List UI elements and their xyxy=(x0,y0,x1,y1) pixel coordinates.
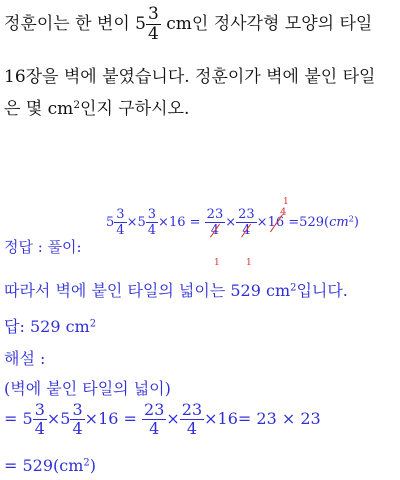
count: 16 xyxy=(168,215,186,230)
unit: cm xyxy=(329,215,349,230)
numerator: 3 xyxy=(116,207,125,222)
exponent: 2 xyxy=(83,457,90,469)
explanation-row-2 xyxy=(4,456,96,475)
fraction xyxy=(70,402,84,437)
conclusion-text: 따라서 벽에 붙인 타일의 넓이는 529 xyxy=(4,281,266,300)
numerator: 3 xyxy=(34,400,45,419)
problem-text: 은 몇 xyxy=(4,99,48,119)
numerator: 3 xyxy=(147,207,157,222)
fraction xyxy=(142,402,166,437)
denominator: 4 xyxy=(147,223,157,238)
count: 16 xyxy=(217,409,238,428)
fraction xyxy=(205,208,226,237)
mixed-whole: 5 xyxy=(135,14,146,34)
fraction xyxy=(33,402,47,437)
problem-text: 인지 구하시오. xyxy=(80,99,190,119)
mixed-whole: 5 xyxy=(137,215,146,230)
equals-sign: = xyxy=(4,409,23,428)
times-sign: × xyxy=(256,215,268,230)
numerator: 23 xyxy=(238,207,255,222)
fraction xyxy=(236,208,257,237)
answer-label: 답: xyxy=(4,317,25,336)
answer-label: 정답 : 풀이: xyxy=(4,238,82,256)
explanation-row-1 xyxy=(4,402,321,437)
numerator: 3 xyxy=(72,400,83,419)
fraction xyxy=(180,402,204,437)
explanation-subject: (벽에 붙인 타일의 넓이) xyxy=(4,379,171,398)
mixed-whole: 5 xyxy=(60,409,71,428)
times-sign: × xyxy=(166,409,180,428)
equals-sign: = xyxy=(189,215,201,230)
denominator: 4 xyxy=(149,419,160,438)
problem-text: 정훈이는 한 변이 xyxy=(4,14,136,34)
answer-value: 529 xyxy=(29,317,66,336)
conclusion xyxy=(4,278,348,301)
equals-sign: = xyxy=(288,215,300,230)
exponent: 2 xyxy=(89,318,97,330)
mixed-whole: 5 xyxy=(22,409,33,428)
exponent: 2 xyxy=(73,99,81,112)
fraction xyxy=(146,208,158,237)
times-sign: × xyxy=(158,215,169,230)
numerator: 23 xyxy=(206,207,224,222)
paren: ) xyxy=(89,456,96,475)
paren: ( xyxy=(324,215,330,230)
cancel-top-mark: 1 xyxy=(283,197,289,207)
times-sign: × xyxy=(46,409,61,428)
numerator: 3 xyxy=(148,4,159,24)
denominator: 4 xyxy=(148,24,159,44)
numerator: 23 xyxy=(144,400,165,419)
cancel-small-number: 4 xyxy=(280,207,287,218)
unit: cm xyxy=(265,281,291,300)
problem-line-3 xyxy=(4,94,189,119)
times-sign: × xyxy=(204,409,218,428)
explanation-label: 해설 : xyxy=(4,349,46,368)
denominator: 4 xyxy=(72,419,83,438)
explanation-tail: = 23 × 23 xyxy=(237,409,321,428)
times-sign: × xyxy=(225,215,237,230)
paren: ) xyxy=(353,215,359,230)
count: 16 xyxy=(267,215,285,230)
problem-line-1 xyxy=(4,6,372,43)
explanation-result: = 529( xyxy=(4,456,60,475)
fraction xyxy=(146,6,161,43)
denominator: 4 xyxy=(186,419,198,438)
conclusion-text: 입니다. xyxy=(296,281,348,300)
equals-sign: = xyxy=(123,409,143,428)
problem-text: cm인 정사각형 모양의 타일 xyxy=(166,14,373,34)
fraction xyxy=(114,208,126,237)
times-sign: × xyxy=(84,409,99,428)
cancel-bottom-mark: 1 xyxy=(214,258,220,268)
denominator: 4 xyxy=(116,223,125,238)
denominator: 4 xyxy=(34,419,45,438)
unit: cm xyxy=(47,99,74,119)
exponent: 2 xyxy=(290,282,297,294)
count: 16 xyxy=(98,409,119,428)
unit: cm xyxy=(59,456,84,475)
working-expression xyxy=(106,208,359,237)
problem-line-2: 16장을 벽에 붙였습니다. 정훈이가 벽에 붙인 타일 xyxy=(4,67,376,87)
exponent: 2 xyxy=(348,214,354,224)
unit: cm xyxy=(65,317,90,336)
denominator: 4 xyxy=(210,223,220,238)
cancel-bottom-mark: 1 xyxy=(246,258,252,268)
mixed-whole: 5 xyxy=(106,215,115,230)
times-sign: × xyxy=(126,215,138,230)
denominator: 4 xyxy=(242,223,251,238)
final-answer xyxy=(4,314,96,337)
numerator: 23 xyxy=(181,400,203,419)
result: 529 xyxy=(299,215,324,230)
